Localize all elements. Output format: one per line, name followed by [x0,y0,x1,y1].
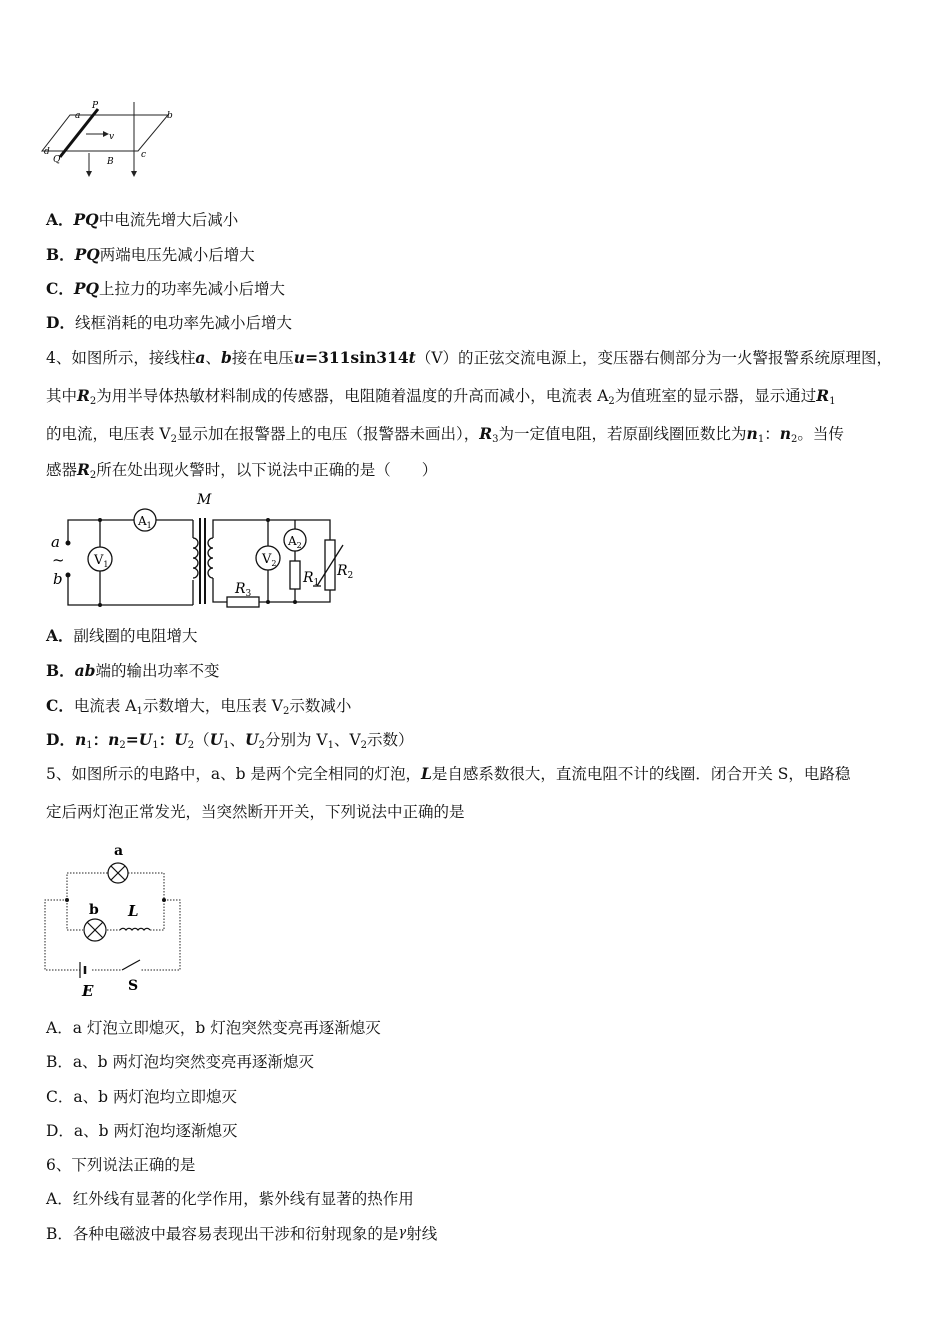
inductor-circuit-figure [40,840,190,1002]
switch-s [122,960,140,970]
q5-stem-line-2: 定后两灯泡正常发光，当突然断开开关，下列说法中正确的是 [46,803,465,821]
label-b-field: B [107,157,114,167]
q3-option-d[interactable]: D．线框消耗的电功率先减小后增大 [46,313,292,332]
secondary-coil [208,538,213,578]
primary-coil [193,538,198,578]
q3-option-c[interactable]: C．PQ上拉力的功率先减小后增大 [46,279,286,298]
q5-option-b[interactable]: B．a、b 两灯泡均突然变亮再逐渐熄灭 [46,1053,314,1071]
svg-text:M: M [197,492,212,508]
svg-text:L: L [128,902,139,920]
q4-stem-line-3: 的电流，电压表 $V_2$显示加在报警器上的电压（报警器未画出），$R_3$为一定值电阻，若原副线圈匝数比为$n_1$：$n_2$。当传 [46,424,844,445]
svg-text:R3: $R_3$ [235,581,252,599]
q6-option-a[interactable]: A．红外线有显著的化学作用，紫外线有显著的热作用 [46,1190,414,1208]
label-v: v [109,132,115,142]
svg-text:E: E [82,982,94,1000]
svg-text:a: a [51,533,60,551]
svg-text:V2: $V_2$ [262,552,277,568]
q5-option-c[interactable]: C．a、b 两灯泡均立即熄灭 [46,1088,237,1106]
q3-option-a[interactable]: A．PQ中电流先增大后减小 [46,210,239,229]
q4-option-b[interactable]: B．ab端的输出功率不变 [46,661,220,680]
label-b: b [167,111,173,121]
svg-text:b: b [53,570,63,588]
q6-option-b[interactable]: B．各种电磁波中最容易表现出干涉和衍射现象的是γ射线 [46,1225,438,1243]
q5-option-d[interactable]: D．a、b 两灯泡均逐渐熄灭 [46,1122,238,1140]
q6-stem: 6、下列说法正确的是 [46,1156,196,1174]
label-a: a [75,111,81,121]
svg-text:R2: $R_2$ [337,563,354,581]
q5-option-a[interactable]: A．a 灯泡立即熄灭，b 灯泡突然变亮再逐渐熄灭 [46,1019,381,1037]
svg-text:~: ~ [52,551,65,569]
label-c: c [141,150,147,160]
q4-option-c[interactable]: C．电流表 $A_1$示数增大，电压表 $V_2$示数减小 [46,696,352,717]
inductor-coil [120,928,150,930]
q4-stem-line-4: 感器$R_2$所在处出现火警时，以下说法中正确的是（ ） [46,460,438,481]
q4-option-d[interactable]: D．$n_1$：$n_2=U_1$：$U_2(U_1$、$U_2$分别为 $V_1$、$V_2$示数） [46,730,414,751]
q4-stem-line-2: 其中$R_2$为用半导体热敏材料制成的传感器，电阻随着温度的升高而减小，电流表 $A_2$为值班室的显示器，显示通过$R_1$ [46,386,836,407]
label-p: P [92,101,99,111]
svg-text:V1: $V_1$ [94,553,109,569]
label-d: d [44,147,50,157]
q4-stem-line-1: 4、如图所示，接线柱a、b接在电压u=311sin314t（V）的正弦交流电源上，变压器右侧部分为一火警报警系统原理图， [46,348,893,367]
svg-text:A2: $A_2$ [288,534,302,550]
q4-option-a[interactable]: A．副线圈的电阻增大 [46,626,198,645]
svg-text:b: b [89,902,99,918]
rod-on-rails-figure [40,98,190,183]
q3-option-b[interactable]: B．PQ两端电压先减小后增大 [46,245,255,264]
svg-text:R1: $R_1$ [303,570,320,588]
transformer-circuit-figure [45,490,365,612]
label-q: Q [53,155,61,165]
svg-text:a: a [114,843,124,859]
q5-stem-line-1: 5、如图所示的电路中，a、b 是两个完全相同的灯泡，L是自感系数很大，直流电阻不计的线圈．闭合开关 S，电路稳 [46,764,851,783]
svg-text:A1: $A_1$ [138,514,152,530]
resistor-r3 [227,597,259,607]
resistor-r1 [290,561,300,589]
svg-text:S: S [128,978,139,994]
